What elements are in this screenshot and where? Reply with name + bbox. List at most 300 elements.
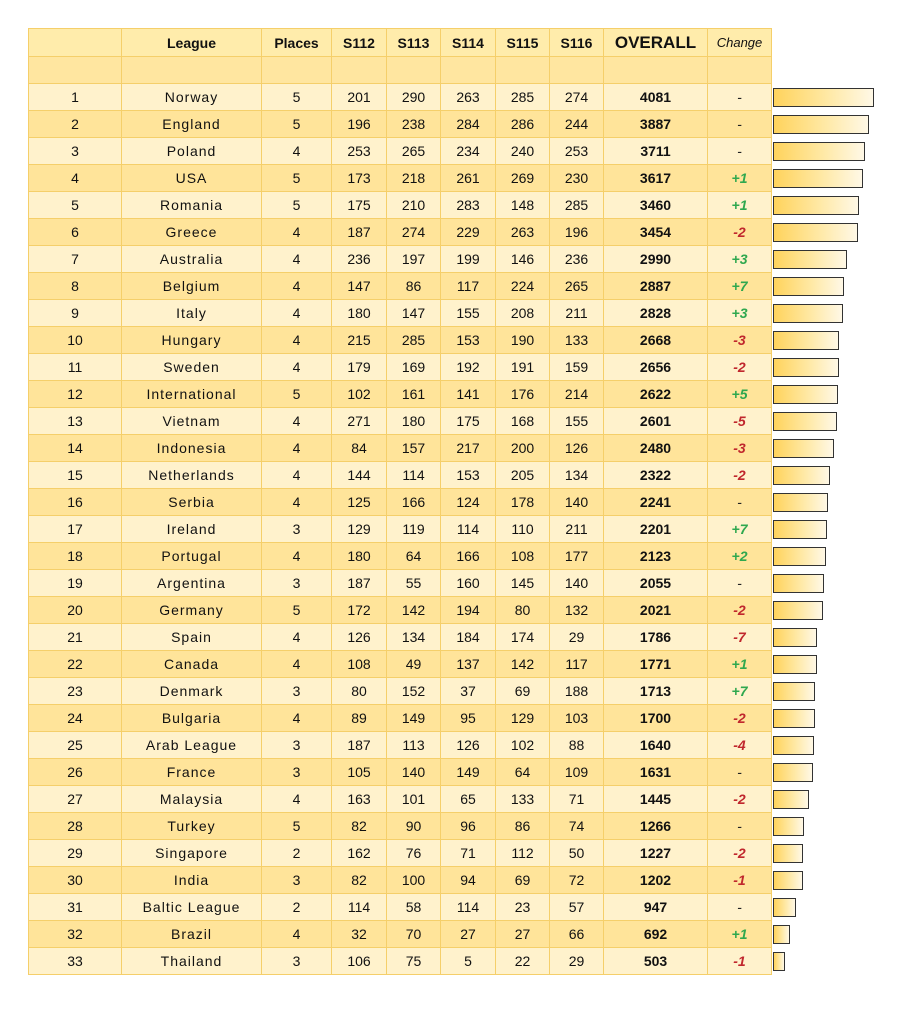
overall-bar-column [773,0,900,1010]
places-cell: 4 [262,921,332,948]
change-cell: +1 [708,651,772,678]
league-cell: USA [122,165,262,192]
s113-cell: 75 [387,948,441,975]
s113-cell: 113 [387,732,441,759]
s115-cell: 86 [496,813,550,840]
change-cell: - [708,759,772,786]
s113-cell: 274 [387,219,441,246]
overall-cell: 2622 [604,381,708,408]
s116-cell: 274 [550,84,604,111]
overall-bar [773,574,824,593]
overall-cell: 1640 [604,732,708,759]
rank-cell: 21 [29,624,122,651]
change-cell: -3 [708,435,772,462]
overall-cell: 4081 [604,84,708,111]
s113-cell: 114 [387,462,441,489]
s113-cell: 166 [387,489,441,516]
rank-cell: 33 [29,948,122,975]
s112-cell: 114 [332,894,387,921]
rank-cell: 20 [29,597,122,624]
table-row [29,300,772,327]
s112-cell: 187 [332,219,387,246]
s115-cell: 69 [496,867,550,894]
change-cell: -2 [708,786,772,813]
table-row [29,111,772,138]
table-row [29,192,772,219]
places-cell: 4 [262,786,332,813]
table-row [29,705,772,732]
rank-cell: 30 [29,867,122,894]
places-cell: 4 [262,273,332,300]
s116-cell: 117 [550,651,604,678]
overall-cell: 3711 [604,138,708,165]
league-cell: Ireland [122,516,262,543]
s115-cell: 286 [496,111,550,138]
places-header: Places [262,29,332,57]
s113-cell: 290 [387,84,441,111]
overall-bar [773,196,859,215]
table-row [29,597,772,624]
places-cell: 5 [262,84,332,111]
s115-cell: 142 [496,651,550,678]
s114-cell: 166 [441,543,496,570]
s115-cell: 110 [496,516,550,543]
overall-cell: 503 [604,948,708,975]
s112-cell: 187 [332,570,387,597]
table-row [29,219,772,246]
rank-cell: 29 [29,840,122,867]
s114-cell: 153 [441,327,496,354]
change-cell: -3 [708,327,772,354]
s112-cell: 106 [332,948,387,975]
change-cell: +1 [708,921,772,948]
s115-cell: 224 [496,273,550,300]
change-cell: -5 [708,408,772,435]
s112-cell: 108 [332,651,387,678]
table-row [29,867,772,894]
places-cell: 4 [262,705,332,732]
league-cell: Brazil [122,921,262,948]
rank-cell: 5 [29,192,122,219]
league-cell: Poland [122,138,262,165]
table-row [29,84,772,111]
places-cell: 3 [262,678,332,705]
s114-cell: 37 [441,678,496,705]
rank-cell: 10 [29,327,122,354]
table-row [29,786,772,813]
rank-cell: 28 [29,813,122,840]
overall-bar [773,115,869,134]
overall-cell: 1266 [604,813,708,840]
places-cell: 3 [262,732,332,759]
league-cell: Arab League [122,732,262,759]
overall-bar [773,736,814,755]
overall-bar [773,466,830,485]
table-row [29,273,772,300]
places-cell: 5 [262,165,332,192]
places-cell: 5 [262,813,332,840]
overall-cell: 3887 [604,111,708,138]
change-cell: - [708,111,772,138]
change-cell: -2 [708,219,772,246]
league-cell: Baltic League [122,894,262,921]
s115-cell: 168 [496,408,550,435]
overall-cell: 2480 [604,435,708,462]
s113-cell: 147 [387,300,441,327]
change-cell: -2 [708,705,772,732]
s113-cell: 140 [387,759,441,786]
s116-cell: 244 [550,111,604,138]
overall-bar [773,88,874,107]
change-cell: -1 [708,867,772,894]
change-cell: -4 [708,732,772,759]
s116-cell: 236 [550,246,604,273]
league-cell: Sweden [122,354,262,381]
change-cell: +7 [708,273,772,300]
league-cell: Singapore [122,840,262,867]
rank-header [29,29,122,57]
overall-cell: 2828 [604,300,708,327]
s113-cell: 152 [387,678,441,705]
s112-cell: 105 [332,759,387,786]
places-cell: 4 [262,462,332,489]
change-cell: -2 [708,840,772,867]
table-row [29,354,772,381]
s114-cell: 141 [441,381,496,408]
overall-bar [773,709,815,728]
s114-cell: 65 [441,786,496,813]
places-cell: 3 [262,570,332,597]
s114-cell: 126 [441,732,496,759]
s114-cell: 283 [441,192,496,219]
overall-cell: 1771 [604,651,708,678]
s112-cell: 126 [332,624,387,651]
s116-cell: 72 [550,867,604,894]
overall-cell: 947 [604,894,708,921]
s112-cell: 180 [332,300,387,327]
places-cell: 3 [262,948,332,975]
overall-cell: 2322 [604,462,708,489]
league-cell: Norway [122,84,262,111]
places-cell: 4 [262,327,332,354]
overall-cell: 1713 [604,678,708,705]
league-cell: France [122,759,262,786]
overall-bar [773,763,813,782]
change-cell: - [708,813,772,840]
rank-cell: 3 [29,138,122,165]
overall-cell: 3617 [604,165,708,192]
rank-cell: 32 [29,921,122,948]
table-row [29,327,772,354]
places-cell: 4 [262,300,332,327]
change-cell: +3 [708,300,772,327]
table-row [29,813,772,840]
s116-cell: 132 [550,597,604,624]
places-cell: 5 [262,111,332,138]
s112-cell: 187 [332,732,387,759]
s115-cell: 64 [496,759,550,786]
s112-cell: 82 [332,813,387,840]
overall-bar [773,952,785,971]
rank-cell: 6 [29,219,122,246]
overall-bar [773,790,809,809]
s113-cell: 119 [387,516,441,543]
s116-cell: 50 [550,840,604,867]
s114-cell: 5 [441,948,496,975]
s112-cell: 32 [332,921,387,948]
s116-cell: 66 [550,921,604,948]
places-cell: 5 [262,192,332,219]
places-cell: 5 [262,381,332,408]
league-cell: Spain [122,624,262,651]
table-row [29,732,772,759]
s114-cell: 192 [441,354,496,381]
league-cell: Serbia [122,489,262,516]
overall-bar [773,898,796,917]
s115-cell: 174 [496,624,550,651]
league-cell: Greece [122,219,262,246]
change-cell: +1 [708,192,772,219]
s112-cell: 82 [332,867,387,894]
league-cell: Netherlands [122,462,262,489]
s116-header: S116 [550,29,604,57]
rank-cell: 18 [29,543,122,570]
s113-cell: 180 [387,408,441,435]
s115-cell: 205 [496,462,550,489]
s114-cell: 124 [441,489,496,516]
overall-bar [773,493,828,512]
places-cell: 4 [262,354,332,381]
overall-bar [773,223,858,242]
s113-cell: 86 [387,273,441,300]
header-row [29,29,772,57]
table-row [29,516,772,543]
rank-cell: 26 [29,759,122,786]
league-cell: Indonesia [122,435,262,462]
s113-cell: 134 [387,624,441,651]
s112-cell: 84 [332,435,387,462]
league-cell: Denmark [122,678,262,705]
league-cell: Romania [122,192,262,219]
table-row [29,489,772,516]
overall-cell: 2021 [604,597,708,624]
s114-cell: 194 [441,597,496,624]
change-cell: -7 [708,624,772,651]
overall-bar [773,169,863,188]
s113-cell: 101 [387,786,441,813]
s114-cell: 117 [441,273,496,300]
s112-cell: 236 [332,246,387,273]
league-cell: Malaysia [122,786,262,813]
s112-cell: 173 [332,165,387,192]
table-body [29,84,772,975]
rank-cell: 4 [29,165,122,192]
s115-cell: 190 [496,327,550,354]
s116-cell: 196 [550,219,604,246]
overall-cell: 692 [604,921,708,948]
rank-cell: 24 [29,705,122,732]
rank-cell: 12 [29,381,122,408]
rank-cell: 13 [29,408,122,435]
s115-cell: 146 [496,246,550,273]
s112-cell: 201 [332,84,387,111]
s112-cell: 271 [332,408,387,435]
s113-cell: 161 [387,381,441,408]
s113-cell: 100 [387,867,441,894]
s116-cell: 188 [550,678,604,705]
league-cell: Italy [122,300,262,327]
rank-cell: 25 [29,732,122,759]
s116-cell: 211 [550,516,604,543]
s114-cell: 27 [441,921,496,948]
overall-bar [773,412,837,431]
s113-cell: 157 [387,435,441,462]
table-row [29,894,772,921]
places-cell: 3 [262,516,332,543]
rank-cell: 1 [29,84,122,111]
places-cell: 4 [262,624,332,651]
s114-cell: 114 [441,516,496,543]
change-header: Change [708,29,772,57]
table-row [29,246,772,273]
s116-cell: 211 [550,300,604,327]
rank-cell: 9 [29,300,122,327]
overall-cell: 2201 [604,516,708,543]
s114-cell: 153 [441,462,496,489]
table-row [29,840,772,867]
table-row [29,678,772,705]
table-row [29,165,772,192]
s116-cell: 126 [550,435,604,462]
overall-bar [773,250,847,269]
overall-bar [773,817,804,836]
league-cell: Hungary [122,327,262,354]
table-row [29,570,772,597]
s114-cell: 96 [441,813,496,840]
rank-cell: 16 [29,489,122,516]
s113-cell: 285 [387,327,441,354]
s116-cell: 159 [550,354,604,381]
s114-cell: 71 [441,840,496,867]
change-cell: - [708,84,772,111]
change-cell: - [708,489,772,516]
places-cell: 4 [262,408,332,435]
s114-cell: 199 [441,246,496,273]
s113-cell: 210 [387,192,441,219]
s115-cell: 148 [496,192,550,219]
s115-cell: 240 [496,138,550,165]
overall-bar [773,547,826,566]
places-cell: 4 [262,651,332,678]
s112-cell: 89 [332,705,387,732]
s116-cell: 88 [550,732,604,759]
overall-bar [773,358,839,377]
s115-cell: 69 [496,678,550,705]
rank-cell: 7 [29,246,122,273]
league-cell: Portugal [122,543,262,570]
overall-cell: 1202 [604,867,708,894]
s116-cell: 140 [550,570,604,597]
overall-bar [773,925,790,944]
s113-cell: 49 [387,651,441,678]
places-cell: 5 [262,597,332,624]
change-cell: -2 [708,597,772,624]
s112-cell: 179 [332,354,387,381]
s116-cell: 230 [550,165,604,192]
league-cell: England [122,111,262,138]
rank-cell: 17 [29,516,122,543]
s115-cell: 285 [496,84,550,111]
change-cell: +7 [708,516,772,543]
league-cell: Australia [122,246,262,273]
s114-cell: 263 [441,84,496,111]
overall-bar [773,304,843,323]
overall-cell: 2668 [604,327,708,354]
league-header: League [122,29,262,57]
change-cell: - [708,570,772,597]
change-cell: +5 [708,381,772,408]
overall-cell: 2123 [604,543,708,570]
s114-cell: 229 [441,219,496,246]
s112-cell: 215 [332,327,387,354]
s116-cell: 253 [550,138,604,165]
s115-cell: 23 [496,894,550,921]
s113-cell: 265 [387,138,441,165]
table-row [29,948,772,975]
table-row [29,543,772,570]
table-row [29,435,772,462]
change-cell: +3 [708,246,772,273]
s112-cell: 144 [332,462,387,489]
table-row [29,462,772,489]
s112-cell: 253 [332,138,387,165]
s114-header: S114 [441,29,496,57]
s116-cell: 134 [550,462,604,489]
s115-cell: 129 [496,705,550,732]
table-row [29,624,772,651]
rank-cell: 31 [29,894,122,921]
s112-cell: 129 [332,516,387,543]
s114-cell: 137 [441,651,496,678]
table-row [29,408,772,435]
s113-cell: 58 [387,894,441,921]
spacer-row [29,57,772,84]
league-cell: India [122,867,262,894]
overall-bar [773,844,803,863]
s112-cell: 162 [332,840,387,867]
s112-cell: 163 [332,786,387,813]
league-cell: Vietnam [122,408,262,435]
rank-cell: 22 [29,651,122,678]
places-cell: 4 [262,435,332,462]
s114-cell: 284 [441,111,496,138]
overall-bar [773,439,834,458]
s115-cell: 191 [496,354,550,381]
s115-cell: 176 [496,381,550,408]
league-cell: Thailand [122,948,262,975]
s114-cell: 95 [441,705,496,732]
places-cell: 4 [262,246,332,273]
places-cell: 4 [262,543,332,570]
overall-bar [773,142,865,161]
s114-cell: 94 [441,867,496,894]
overall-cell: 2990 [604,246,708,273]
s116-cell: 74 [550,813,604,840]
s112-header: S112 [332,29,387,57]
rank-cell: 2 [29,111,122,138]
overall-bar [773,520,827,539]
overall-cell: 2055 [604,570,708,597]
